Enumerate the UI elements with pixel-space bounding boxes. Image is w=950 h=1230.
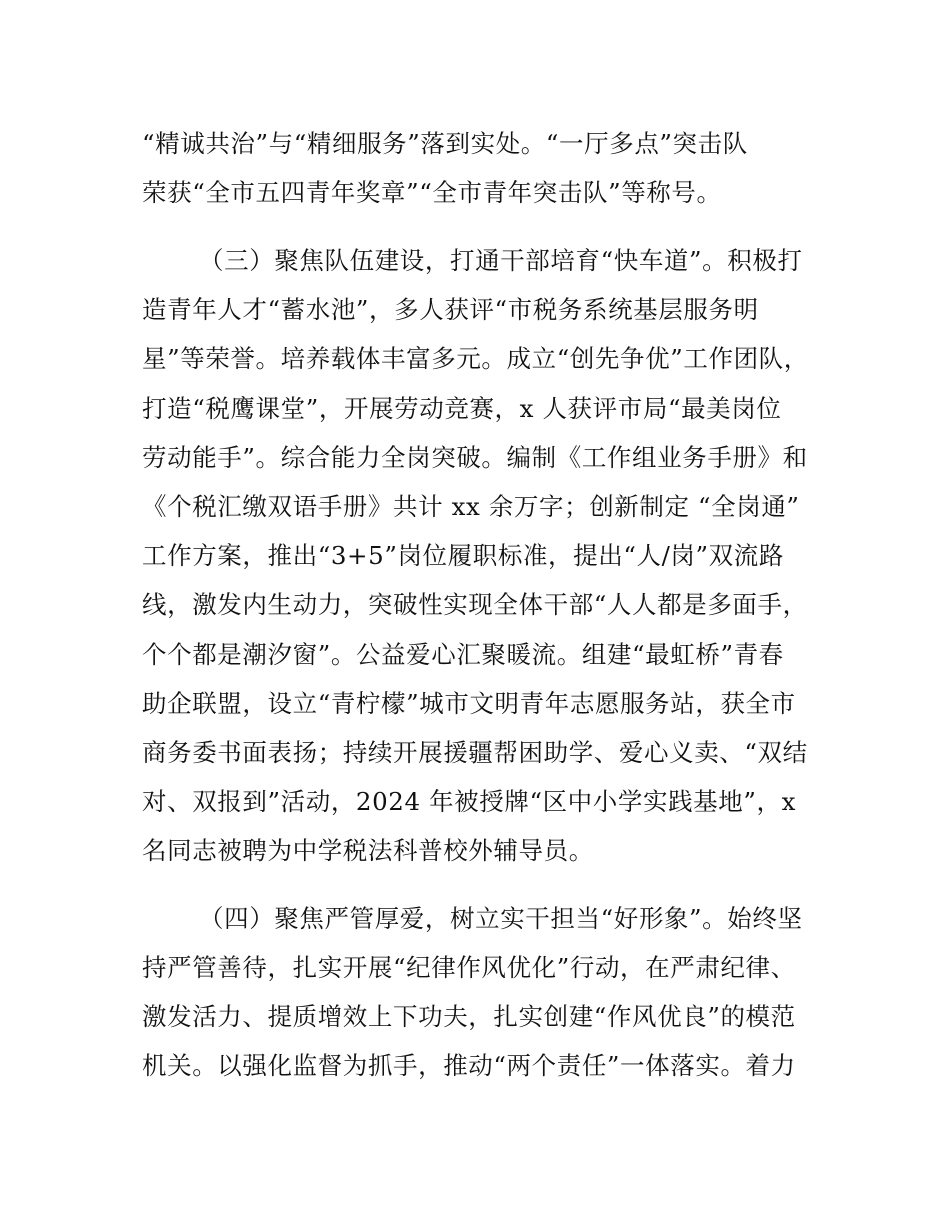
paragraph-3-line-1: （四）聚焦严管厚爱，树立实干担当“好形象”。始终坚 [199, 904, 803, 933]
paragraph-2-line-1: （三）聚焦队伍建设，打通干部培育“快车道”。积极打 [199, 246, 803, 275]
paragraph-2-line-7: 工作方案，推出“3+5”岗位履职标准，提出“人/岗”双流路 [142, 541, 784, 570]
paragraph-2-line-5: 劳动能手”。综合能力全岗突破。编制《工作组业务手册》和 [142, 443, 808, 472]
paragraph-2-line-3: 星”等荣誉。培养载体丰富多元。成立“创先争优”工作团队， [142, 344, 809, 373]
paragraph-2-line-8: 线，激发内生动力，突破性实现全体干部“人人都是多面手， [142, 590, 808, 619]
paragraph-2-line-12: 对、双报到”活动，2024 年被授牌“区中小学实践基地”，x [142, 787, 797, 816]
paragraph-3-line-3: 激发活力、提质增效上下功夫，扎实创建“作风优良”的模范 [142, 1002, 796, 1031]
paragraph-3-line-4: 机关。以强化监督为抓手，推动“两个责任”一体落实。着力 [142, 1051, 796, 1080]
paragraph-2-line-9: 个个都是潮汐窗”。公益爱心汇聚暖流。组建“最虹桥”青春 [142, 640, 784, 669]
paragraph-1-line-2: 荣获“全市五四青年奖章”“全市青年突击队”等称号。 [142, 178, 722, 207]
paragraph-2-line-2: 造青年人才“蓄水池”，多人获评“市税务系统基层服务明 [142, 295, 759, 324]
paragraph-2-line-13: 名同志被聘为中学税法科普校外辅导员。 [142, 836, 594, 865]
paragraph-3-line-2: 持严管善待，扎实开展“纪律作风优化”行动，在严肃纪律、 [142, 953, 796, 982]
paragraph-2-line-11: 商务委书面表扬；持续开展援疆帮困助学、爱心义卖、“双结 [142, 738, 808, 767]
paragraph-1-line-1: “精诚共治”与“精细服务”落到实处。“一厅多点”突击队 [142, 129, 748, 158]
paragraph-2-line-6: 《个税汇缴双语手册》共计 xx 余万字；创新制定 “全岗通” [142, 492, 800, 521]
paragraph-2-line-4: 打造“税鹰课堂”，开展劳动竞赛，x 人获评市局“最美岗位 [142, 394, 782, 423]
paragraph-2-line-10: 助企联盟，设立“青柠檬”城市文明青年志愿服务站，获全市 [142, 689, 796, 718]
